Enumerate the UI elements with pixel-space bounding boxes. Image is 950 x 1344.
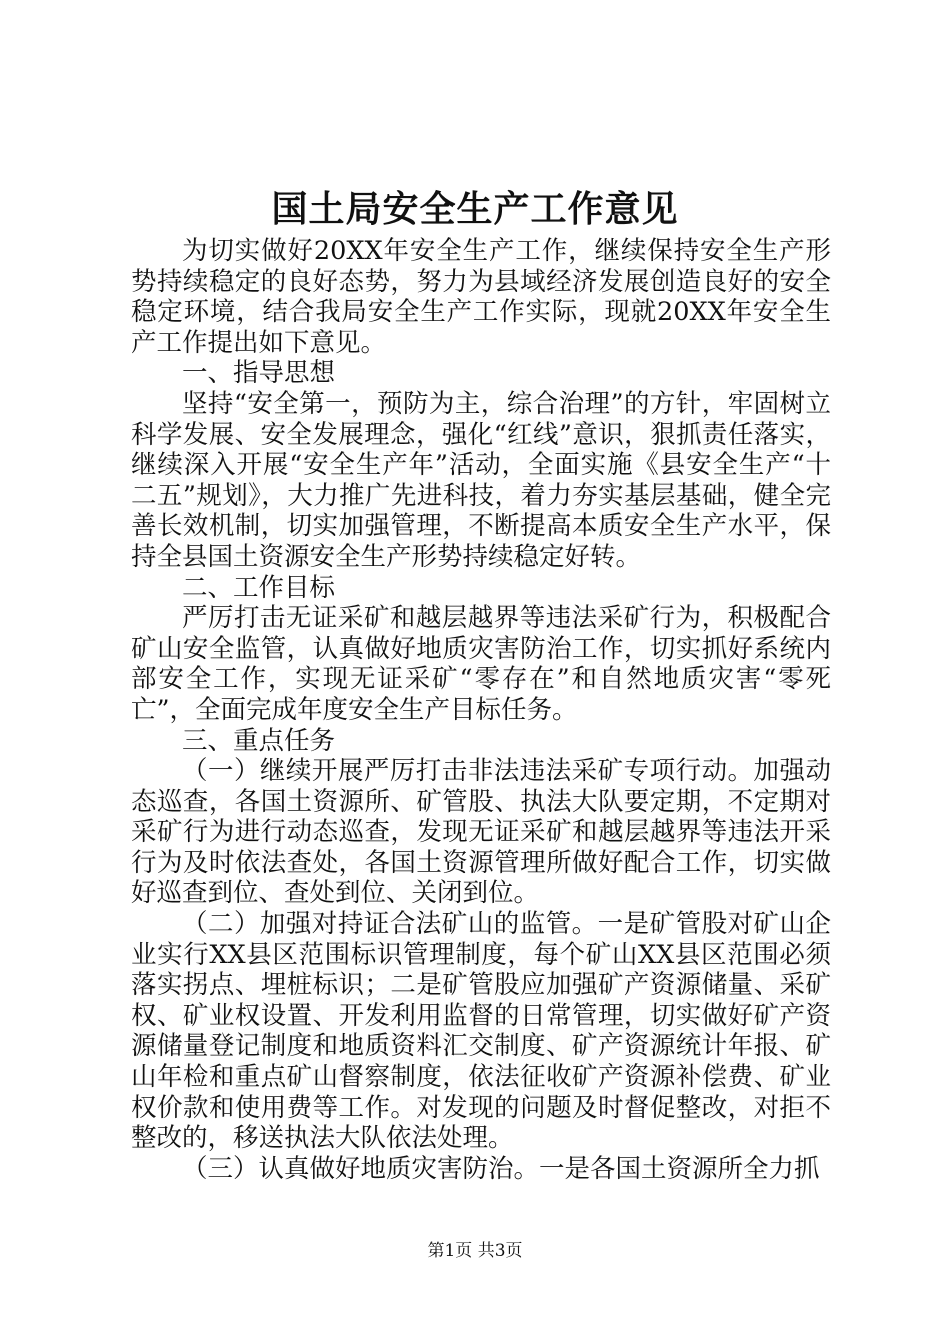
key-task-2-paragraph: （二）加强对持证合法矿山的监管。一是矿管股对矿山企业实行XX县区范围标识管理制度，每个矿山XX县区范围必须落实拐点、埋桩标识；二是矿管股应加强矿产资源储量、采矿权、矿业权设置、开发利用监督的日常管理，切实做好矿产资源储量登记制度和地质资料汇交制度、矿产资源统计年报、矿山年检和重点矿山督察制度，依法征收矿产资源补偿费、矿业权价款和使用费等工作。对发现的问题及时督促整改，对拒不整改的，移送执法大队依法处理。 [131, 909, 831, 1154]
document-title: 国土局安全生产工作意见 [271, 188, 679, 230]
document-body [131, 236, 831, 1184]
page-number-footer: 第1页 共3页 [427, 1241, 523, 1261]
key-task-1-paragraph: （一）继续开展严厉打击非法违法采矿专项行动。加强动态巡查，各国土资源所、矿管股、执法大队要定期，不定期对采矿行为进行动态巡查，发现无证采矿和越层越界等违法开采行为及时依法查处，各国土资源管理所做好配合工作，切实做好巡查到位、查处到位、关闭到位。 [131, 756, 831, 909]
section-heading-guiding-ideology: 一、指导思想 [182, 358, 336, 389]
key-task-3-paragraph: （三）认真做好地质灾害防治。一是各国土资源所全力抓 [182, 1153, 820, 1184]
work-goals-paragraph: 严厉打击无证采矿和越层越界等违法采矿行为，积极配合矿山安全监管，认真做好地质灾害防治工作，切实抓好系统内部安全工作，实现无证采矿“零存在”和自然地质灾害“零死亡”，全面完成年度安全生产目标任务。 [131, 603, 831, 725]
intro-paragraph: 为切实做好20XX年安全生产工作，继续保持安全生产形势持续稳定的良好态势，努力为县域经济发展创造良好的安全稳定环境，结合我局安全生产工作实际，现就20XX年安全生产工作提出如下意见。 [131, 236, 831, 358]
section-heading-key-tasks: 三、重点任务 [182, 725, 336, 756]
section-heading-work-goals: 二、工作目标 [182, 572, 336, 603]
guiding-ideology-paragraph: 坚持“安全第一，预防为主，综合治理”的方针，牢固树立科学发展、安全发展理念，强化“红线”意识，狠抓责任落实，继续深入开展“安全生产年”活动，全面实施《县安全生产“十二五”规划》，大力推广先进科技，着力夯实基层基础，健全完善长效机制，切实加强管理，不断提高本质安全生产水平，保持全县国土资源安全生产形势持续稳定好转。 [131, 388, 831, 572]
